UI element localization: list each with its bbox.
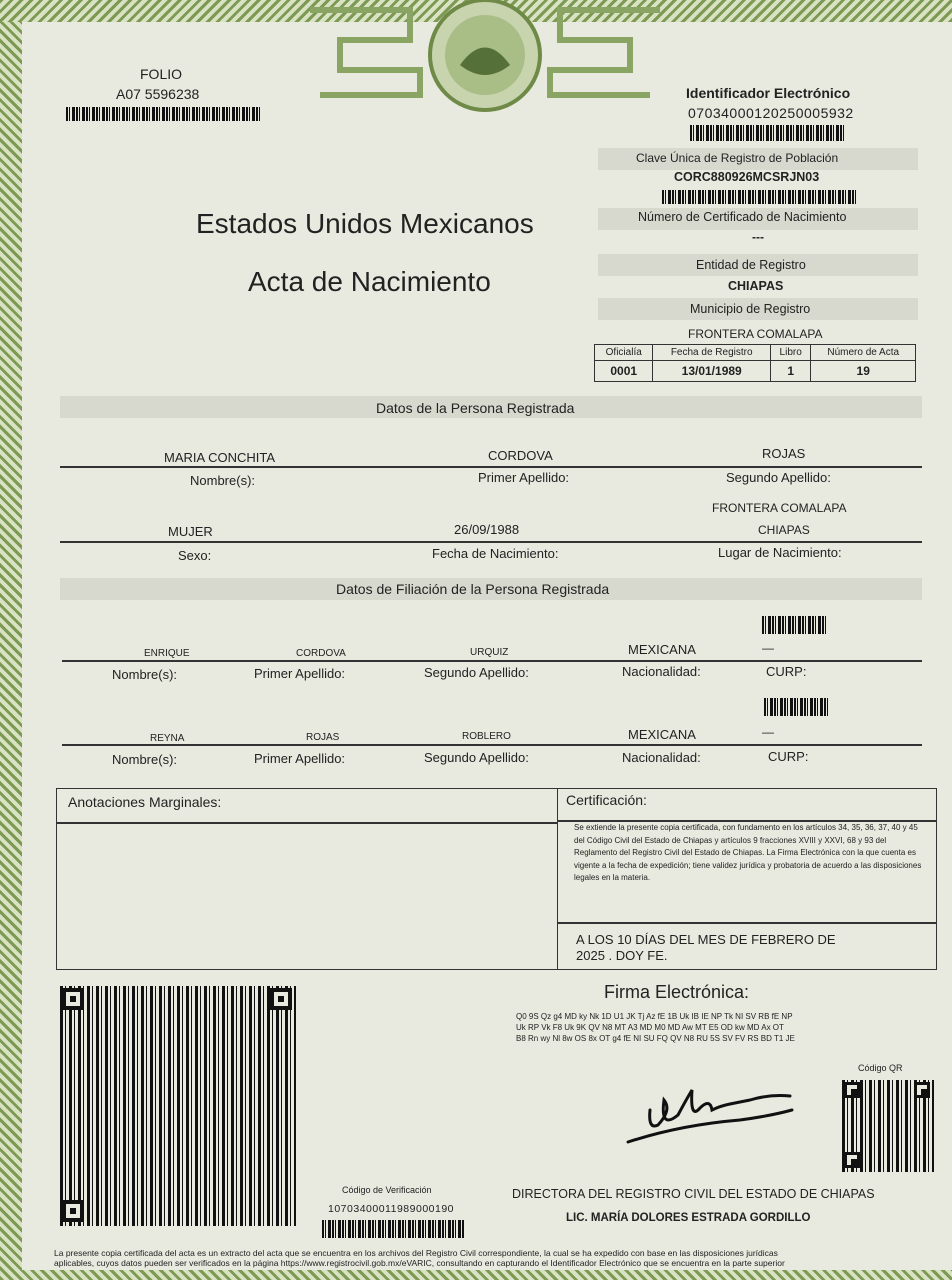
persona-section-title: Datos de la Persona Registrada	[376, 400, 575, 416]
persona-lugar-label: Lugar de Nacimiento:	[718, 545, 842, 560]
left-border	[0, 0, 22, 1280]
persona-primer-apellido: CORDOVA	[488, 448, 553, 463]
persona-lugar-estado: CHIAPAS	[758, 523, 810, 537]
firma-directora: DIRECTORA DEL REGISTRO CIVIL DEL ESTADO DE CHIAPAS	[512, 1187, 875, 1201]
padre-segundo-label: Segundo Apellido:	[424, 665, 529, 680]
padre-nombre-label: Nombre(s):	[112, 667, 178, 682]
firma-line3: B8 Rn wy Nl 8w OS 8x OT g4 fE NI SU FQ QV N8 RU 5S SV FV RS BD T1 JE	[516, 1034, 795, 1043]
padre-nacionalidad-label: Nacionalidad:	[622, 664, 701, 679]
anotaciones-box	[56, 788, 558, 970]
filiacion-section-title: Datos de Filiación de la Persona Registrada	[336, 581, 610, 597]
madre-primer-apellido: ROJAS	[306, 732, 340, 743]
qr-finder-top-left	[62, 988, 84, 1010]
padre-nacionalidad: MEXICANA	[628, 642, 696, 657]
certificacion-label: Certificación:	[566, 792, 647, 808]
padre-curp-label: CURP:	[766, 664, 807, 679]
entidad-label: Entidad de Registro	[696, 258, 806, 272]
registro-acta: 19	[811, 361, 916, 382]
small-qr-finder-top-left	[844, 1082, 860, 1098]
persona-sexo-label: Sexo:	[178, 548, 212, 563]
registro-header-oficialia: Oficialía	[595, 345, 653, 361]
folio-number: A07 5596238	[116, 86, 200, 102]
coat-of-arms-emblem	[300, 0, 670, 115]
padre-line	[62, 660, 922, 662]
madre-curp-barcode	[764, 698, 830, 716]
padre-primer-apellido: CORDOVA	[296, 648, 346, 659]
bottom-border	[0, 1270, 952, 1280]
persona-fecha-label: Fecha de Nacimiento:	[432, 546, 559, 561]
persona-name-line	[60, 466, 922, 468]
small-qr-code	[842, 1080, 934, 1172]
padre-primer-label: Primer Apellido:	[254, 666, 346, 681]
madre-primer-label: Primer Apellido:	[254, 751, 346, 766]
persona-nombre: MARIA CONCHITA	[164, 450, 275, 465]
registro-table	[594, 344, 916, 382]
madre-nacionalidad: MEXICANA	[628, 727, 696, 742]
padre-curp: —	[762, 641, 774, 655]
registro-header-acta: Número de Acta	[811, 345, 916, 361]
curp-label: Clave Única de Registro de Población	[636, 151, 839, 165]
entidad-value: CHIAPAS	[728, 279, 784, 293]
persona-sexo: MUJER	[168, 524, 213, 539]
padre-nombre: ENRIQUE	[144, 648, 190, 659]
firma-line1: Q0 9S Qz g4 MD ky Nk 1D U1 JK Tj Az fE 1B Uk IB IE NP Tk NI SV RB fE NP	[516, 1012, 793, 1021]
registro-header-fecha: Fecha de Registro	[653, 345, 771, 361]
qr-finder-top-right	[270, 988, 292, 1010]
curp-value: CORC880926MCSRJN03	[674, 170, 820, 184]
madre-nacionalidad-label: Nacionalidad:	[622, 750, 701, 765]
curp-barcode	[662, 190, 858, 204]
verificacion-barcode	[322, 1220, 464, 1238]
qr-finder-bottom-left	[62, 1200, 84, 1222]
persona-segundo-label: Segundo Apellido:	[726, 470, 831, 485]
municipio-label: Municipio de Registro	[690, 302, 811, 316]
registro-oficialia: 0001	[595, 361, 653, 382]
identificador-label: Identificador Electrónico	[686, 85, 851, 101]
verificacion-value: 10703400011989000190	[328, 1203, 455, 1215]
anotaciones-label: Anotaciones Marginales:	[68, 794, 222, 810]
certificacion-fecha-line2: 2025 . DOY FE.	[576, 948, 668, 963]
registro-table-header-row	[595, 345, 916, 361]
madre-segundo-apellido: ROBLERO	[462, 731, 511, 742]
small-qr-finder-top-right	[914, 1082, 930, 1098]
country-title: Estados Unidos Mexicanos	[196, 208, 534, 239]
certificado-value: ---	[752, 230, 764, 244]
firma-line2: Uk RP Vk F8 Uk 9K QV N8 MT A3 MD M0 MD Aw MT E5 OD kw MD Ax OT	[516, 1023, 784, 1032]
municipio-value: FRONTERA COMALAPA	[688, 327, 823, 341]
document-title: Acta de Nacimiento	[248, 266, 491, 297]
verification-qr-code	[60, 986, 296, 1226]
padre-segundo-apellido: URQUIZ	[470, 647, 509, 658]
certificado-label: Número de Certificado de Nacimiento	[638, 210, 847, 224]
madre-curp: —	[762, 725, 774, 739]
registro-libro: 1	[770, 361, 810, 382]
registro-fecha: 13/01/1989	[653, 361, 771, 382]
persona-lugar-municipio: FRONTERA COMALAPA	[712, 501, 847, 515]
identificador-value: 07034000120250005932	[688, 105, 854, 121]
madre-segundo-label: Segundo Apellido:	[424, 750, 529, 765]
identificador-barcode	[690, 125, 844, 141]
anotaciones-header-line	[56, 822, 558, 824]
verificacion-label: Código de Verificación	[342, 1185, 432, 1195]
padre-curp-barcode	[762, 616, 828, 634]
certificacion-fecha-line1: A LOS 10 DÍAS DEL MES DE FEBRERO DE	[576, 932, 836, 947]
handwritten-signature	[620, 1070, 800, 1150]
certificacion-text: Se extiende la presente copia certificada, con fundamento en los artículos 34, 35, 36, 37, 40 y 45 del Código Civil del Estado de Chiapas y artículos 9 fracciones XVIII y XXVI, 68 y 93 del Reglamento del Registro Civil del Estado de Chiapas. La Firma Electrónica con la que cuenta es vigente a la fecha de expedición; tiene validez jurídica y probatoria de acuerdo a las disposiciones legales en la materia.	[574, 823, 922, 882]
firma-nombre: LIC. MARÍA DOLORES ESTRADA GORDILLO	[566, 1212, 811, 1224]
firma-label: Firma Electrónica:	[604, 982, 750, 1002]
persona-nombre-label: Nombre(s):	[190, 473, 256, 488]
madre-line	[62, 744, 922, 746]
madre-curp-label: CURP:	[768, 749, 809, 764]
folio-barcode	[66, 107, 262, 121]
madre-nombre-label: Nombre(s):	[112, 752, 178, 767]
persona-data-line	[60, 541, 922, 543]
registro-header-libro: Libro	[770, 345, 810, 361]
madre-nombre: REYNA	[150, 733, 185, 744]
codigo-qr-label: Código QR	[858, 1063, 903, 1073]
persona-primer-label: Primer Apellido:	[478, 470, 570, 485]
small-qr-finder-bottom-left	[844, 1152, 860, 1168]
footer-line1: La presente copia certificada del acta es un extracto del acta que se encuentra en los archivos del Registro Civil correspondiente, la cual se ha expedido con base en las disposiciones jurídicas	[54, 1248, 778, 1258]
footer-line2: aplicables, cuyos datos pueden ser verificados en la página https://www.registrocivil.gob.mx/eVARIC, consultando en capturando el Identificador Electrónico que se encuentra en la parte superior	[54, 1258, 785, 1268]
persona-segundo-apellido: ROJAS	[762, 446, 806, 461]
folio-label: FOLIO	[140, 66, 183, 82]
registro-table-value-row	[595, 361, 916, 382]
persona-fecha-nacimiento: 26/09/1988	[454, 522, 520, 537]
certificacion-text-line	[557, 922, 937, 924]
